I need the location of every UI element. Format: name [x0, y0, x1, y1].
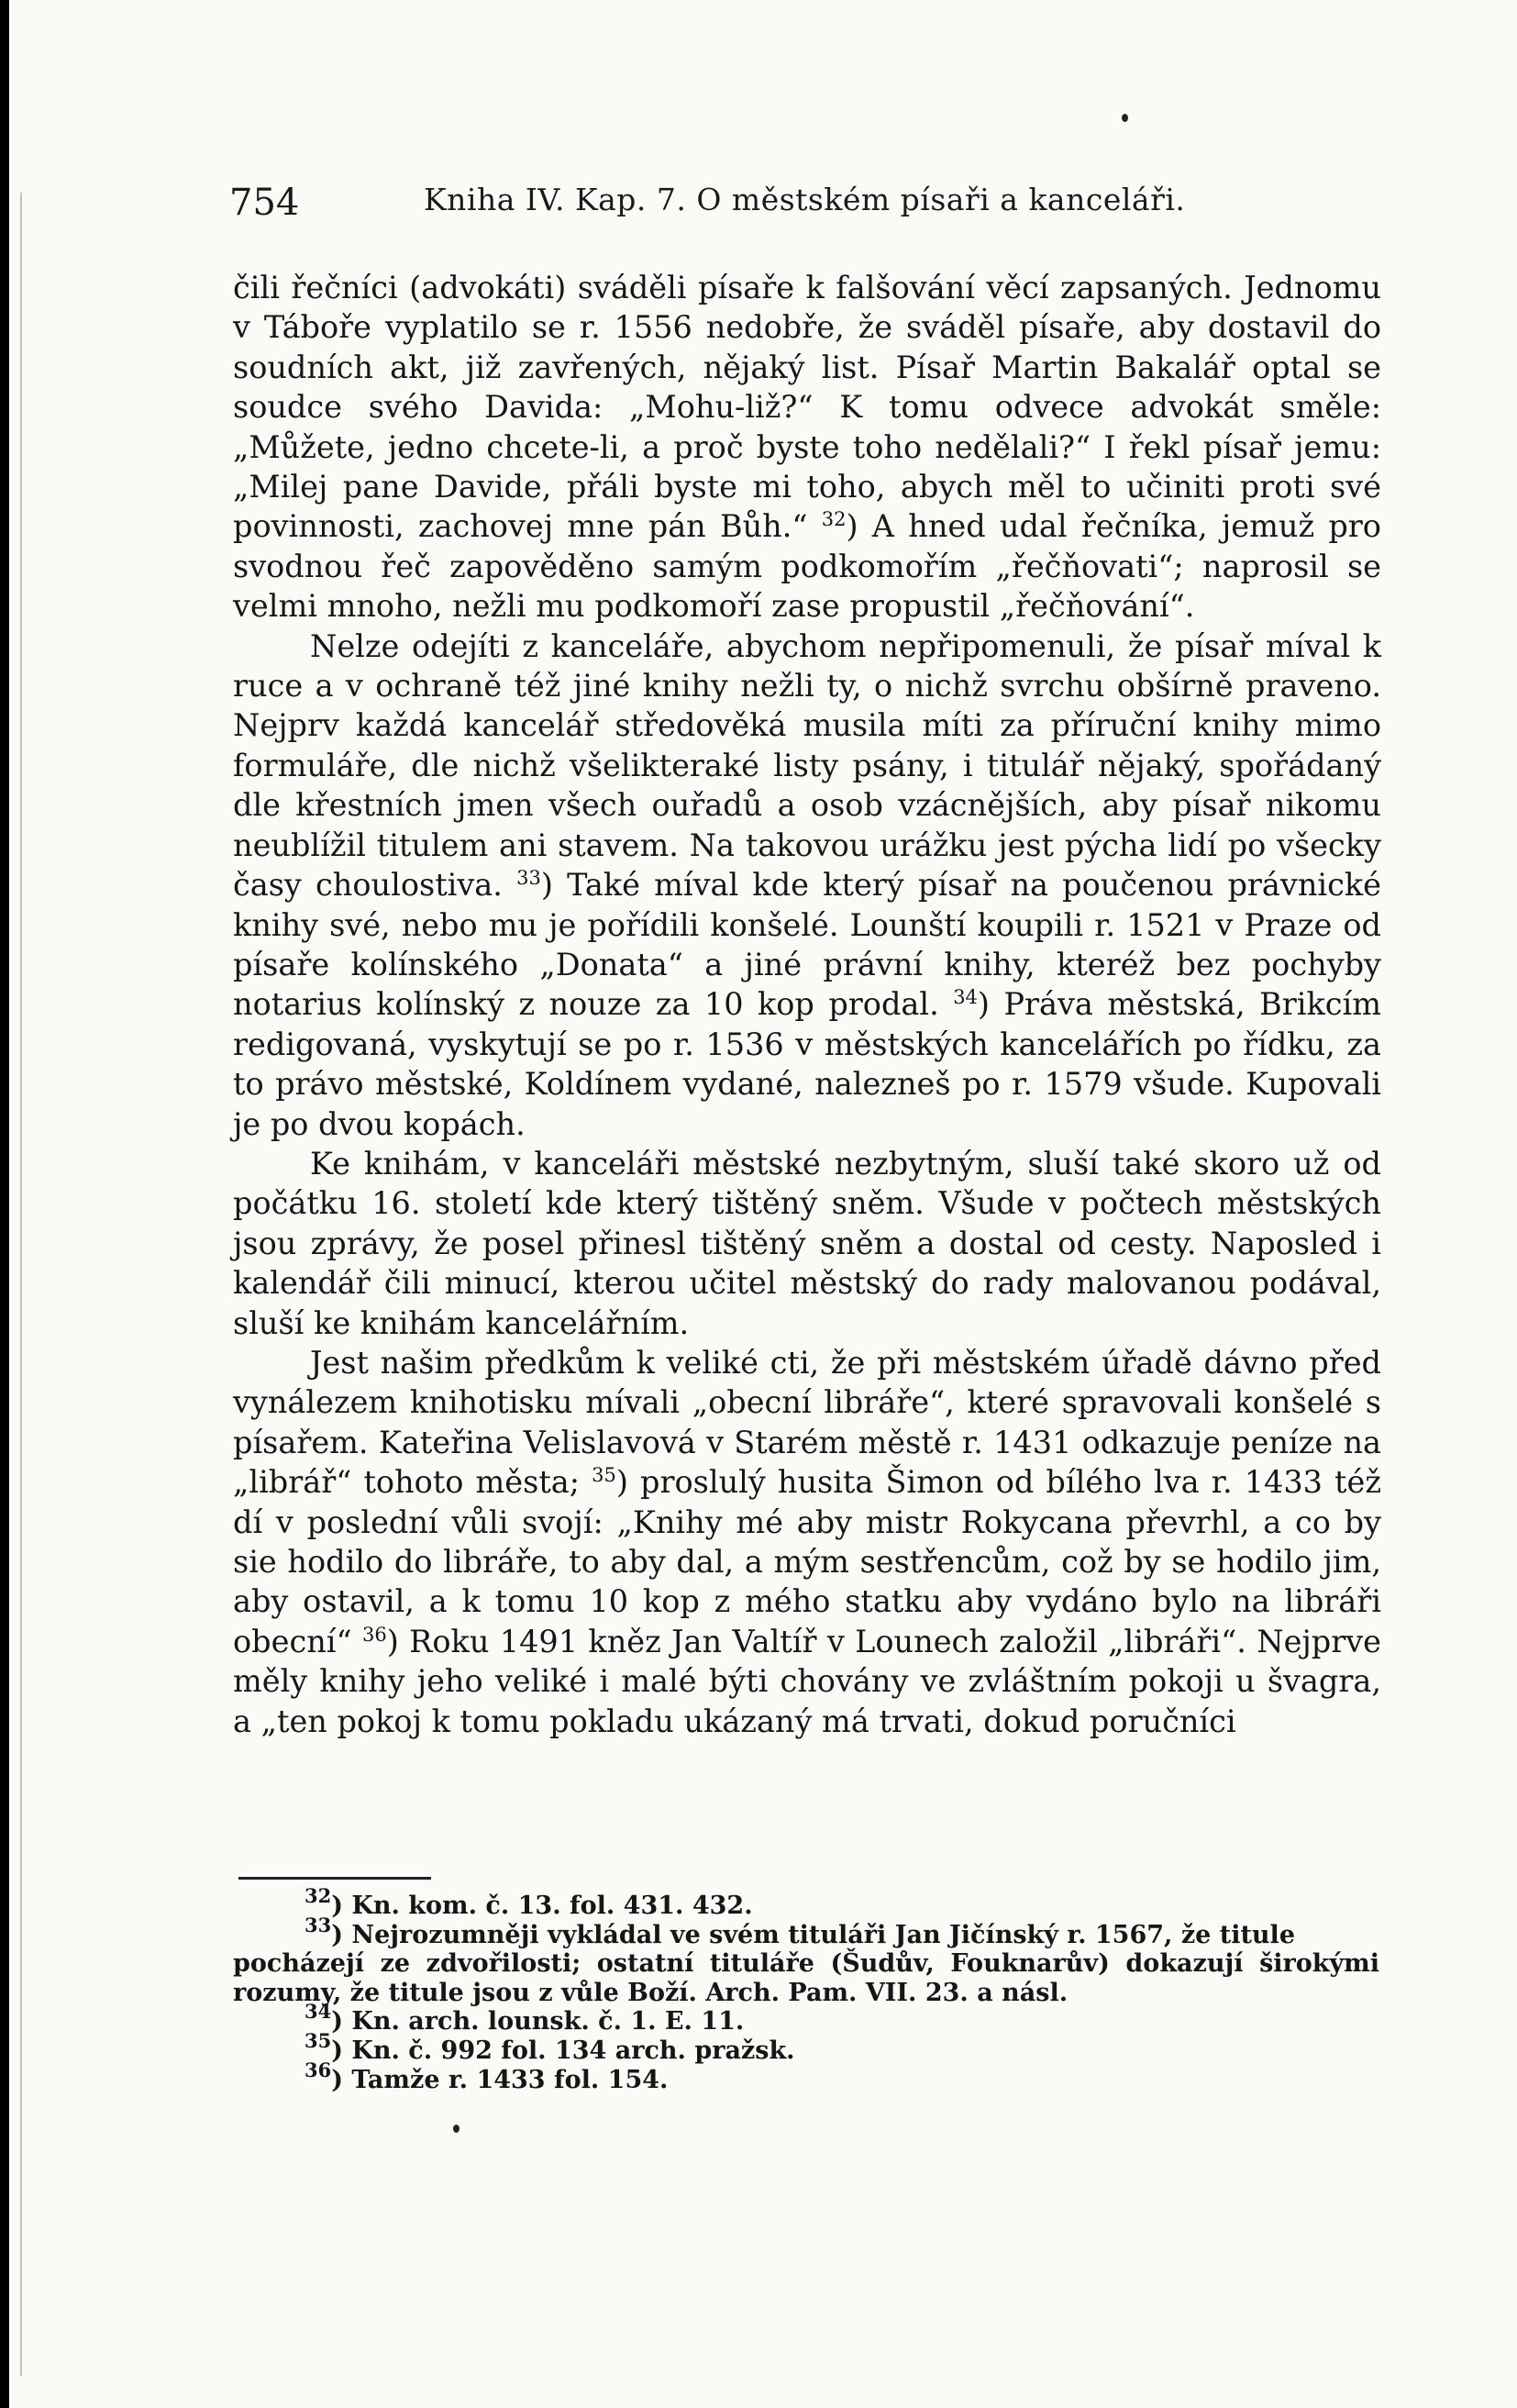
text-segment: čili řečníci (advokáti) sváděli písaře k falšování věcí zapsaných. Jednomu v Táboře vyplatilo se r. 1556 nedobře, že sváděl písaře, aby dostavil do soudních akt, již zavřených, nějaký list. Písař Martin Bakalář optal se soudce svého Davida: „Mohu-liž?“ K tomu odvece advokát směle: „Můžete, jedno chcete-li, a proč byste toho nedělali?“ I řekl písař jemu: „Milej pane Davide, přáli byste mi toho, abych měl to učiniti proti své povinnosti, zachovej mne pán Bůh.“ — [233, 270, 1381, 545]
body-text — [233, 268, 1381, 1741]
scan-speck — [1122, 114, 1128, 122]
paragraph — [233, 1343, 1381, 1741]
footnote-text: ) Kn. kom. č. 13. fol. 431. 432. — [331, 1892, 753, 1920]
footnote-text: ) Nejrozumněji vykládal ve svém tituláři Jan Jičínský r. 1567, že titule — [331, 1920, 1295, 1949]
footnotes — [233, 1884, 1379, 2094]
footnote-continuation: pocházejí ze zdvořilosti; ostatní tituláře (Šudův, Fouknarův) dokazují širokými rozumy, že titule jsou z vůle Boží. Arch. Pam. VII. 23. a násl. — [233, 1949, 1379, 2007]
footnote — [233, 2000, 1379, 2036]
footnote-rule — [238, 1877, 431, 1880]
footnote — [233, 2028, 1379, 2066]
footnote-number: 36 — [305, 2058, 332, 2081]
running-title: Kniha IV. Kap. 7. O městském písaři a kanceláři. — [424, 182, 1186, 217]
paragraph — [233, 268, 1381, 627]
footnote-text: ) Kn. arch. lounsk. č. 1. E. 11. — [331, 2007, 745, 2036]
text-segment: Ke knihám, v kanceláři městské nezbytným, sluší také skoro už od počátku 16. století kde který tištěný sněm. Všude v počtech městských jsou zprávy, že posel přinesl tištěný sněm a dostal od cesty. Naposled i kalendář čili minucí, kterou učitel městský do rady malovanou podával, sluší ke knihám kancelářním. — [233, 1145, 1381, 1341]
text-segment: ) Práva městská, Brikcím redigovaná, vyskytují se po r. 1536 v městských kancelářích po řídku, za to právo městské, Koldínem vydané, nalezneš po r. 1579 všude. Kupovali je po dvou kopách. — [233, 986, 1382, 1142]
footnote-ref: 32 — [821, 508, 847, 531]
footnote-ref: 33 — [516, 867, 541, 890]
text-segment: Jest našim předkům k veliké cti, že při městském úřadě dávno před vynálezem knihotisku mívali „obecní libráře“, které spravovali konšelé s písařem. Kateřina Velislavová v Starém městě r. 1431 odkazuje peníze na „librář“ tohoto města; — [233, 1344, 1381, 1501]
book-page — [9, 0, 1517, 2408]
footnote-ref: 35 — [592, 1464, 616, 1487]
text-segment: ) Roku 1491 kněz Jan Valtíř v Lounech založil „libráři“. Nejprve měly knihy jeho veliké i malé býti chovány ve zvláštním pokoji u švagra, a „ten pokoj k tomu pokladu ukázaný má trvati, dokud poručníci — [233, 1623, 1381, 1739]
footnote-text: ) Kn. č. 992 fol. 134 arch. pražsk. — [331, 2036, 795, 2065]
footnote-text: ) Tamže r. 1433 fol. 154. — [331, 2065, 669, 2094]
paragraph — [233, 1144, 1381, 1343]
text-segment: ) A hned udal řečníka, jemuž pro svodnou řeč zapověděno samým podkomořím „řečňovati“; naprosil se velmi mnoho, nežli mu podkomoří zase propustil „řečňování“. — [233, 508, 1381, 625]
scan-speck — [453, 2125, 460, 2133]
text-segment: ) proslulý husita Šimon od bílého lva r. 1433 též dí v poslední vůli svojí: „Knihy mé aby mistr Rokycana převrhl, a co by sie hodilo do libráře, to aby dal, a mým sestřencům, což by se hodilo jim, aby ostavil, a k tomu 10 kop z mého statku aby vydáno bylo na libráři obecní“ — [233, 1464, 1381, 1659]
text-segment: ) Také míval kde který písař na poučenou právnické knihy své, nebo mu je pořídili konšelé. Lounští koupili r. 1521 v Praze od písaře kolínského „Donata“ a jiné právní knihy, kteréž bez pochyby notarius kolínský z nouze za 10 kop prodal. — [233, 867, 1381, 1023]
page-number: 754 — [229, 182, 300, 224]
footnote — [233, 1913, 1379, 1950]
footnote-ref: 36 — [361, 1623, 387, 1646]
footnote — [233, 2058, 1379, 2095]
footnote-number: 32 — [305, 1884, 332, 1907]
footnote-number: 34 — [305, 2000, 332, 2024]
page-edge-line — [20, 193, 22, 2376]
footnote-ref: 34 — [953, 986, 978, 1009]
footnote — [233, 1884, 1379, 1921]
running-header — [222, 176, 1385, 231]
text-segment: Nelze odejíti z kanceláře, abychom nepřipomenuli, že písař míval k ruce a v ochraně též jiné knihy nežli ty, o nichž svrchu obšírně praveno. Nejprv každá kancelář středověká musila míti za příruční knihy mimo formuláře, dle nichž všelikteraké listy psány, i titulář nějaký, spořádaný dle křestních jmen všech ouřadů a osob vzácnějších, aby písař nikomu neublížil titulem ani stavem. Na takovou urážku jest pýcha lidí po všecky časy choulostiva. — [233, 627, 1381, 904]
footnote-number: 33 — [305, 1913, 332, 1936]
footnote-number: 35 — [305, 2028, 332, 2052]
paragraph — [233, 627, 1381, 1144]
